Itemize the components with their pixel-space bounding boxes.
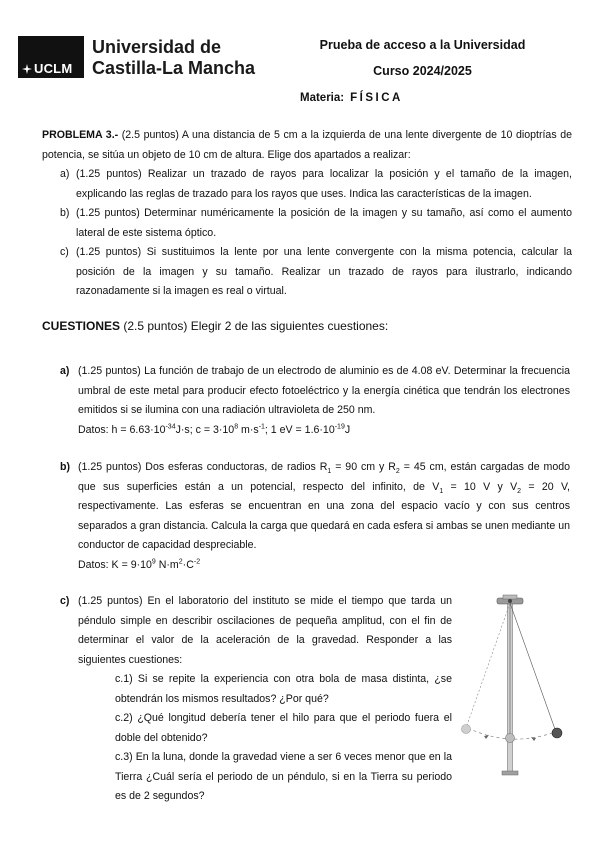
question-label: c): [60, 595, 70, 607]
datos-text: ; 1 eV = 1.6·10: [264, 423, 335, 436]
pendulum-illustration: [458, 592, 568, 778]
item-label: a): [60, 168, 70, 180]
datos-exp: -34: [165, 422, 176, 430]
question-b-datos: [78, 556, 570, 576]
q-sub: 1: [439, 487, 444, 495]
datos-text: J: [344, 423, 351, 436]
question-b-text: [78, 458, 570, 556]
problem-3-intro-text: (2.5 puntos) A una distancia de 5 cm a la izquierda de una lente divergente de 10 dioptrías de potencia, se sitúa un objeto de 10 cm de altura. Elige dos apartados a realizar:: [42, 129, 572, 161]
item-text: (1.25 puntos) Realizar un trazado de rayos para localizar la posición y el tamaño de la imagen, explicando las reglas de trazado para los rayos que uses. Indica las características de la imagen.: [76, 168, 572, 200]
subject-value: FÍSICA: [350, 92, 403, 104]
cuestiones-heading: [42, 319, 388, 333]
uclm-logo-symbol: [22, 64, 32, 74]
datos-exp: 2: [178, 557, 183, 565]
problem-3: [42, 126, 572, 302]
datos-exp: 8: [234, 422, 239, 430]
exam-title: Prueba de acceso a la Universidad: [319, 38, 526, 52]
arc-arrow-left: [484, 735, 489, 739]
q-sub: 2: [517, 487, 522, 495]
item-text: (1.25 puntos) Determinar numéricamente la posición de la imagen y su tamaño, así como el aumento lateral de este sistema óptico.: [76, 207, 572, 239]
question-label: a): [60, 365, 70, 377]
q-sub: 1: [327, 468, 332, 476]
exam-course: Curso 2024/2025: [373, 64, 472, 78]
datos-text: J·s; c = 3·10: [175, 423, 235, 436]
university-line-2: Castilla-La Mancha: [92, 58, 256, 78]
question-c3: c.3) En la luna, donde la gravedad viene a ser 6 veces menor que en la Tierra ¿Cuál sería el periodo de un péndulo, si en la Tierra su periodo es de 2 segundos?: [115, 751, 452, 802]
subject-label: Materia:: [300, 92, 345, 104]
datos-exp: 9: [151, 557, 156, 565]
question-a-datos: [78, 421, 570, 441]
q-text: = 20 V, respectivamente. Las esferas se encuentran en una zona del espacio vacío y con sus centros separados a gran distancia. Calcula la carga que quedará en cada esfera si ambas se unen mediante un conductor de capacidad despreciable.: [78, 480, 570, 551]
datos-exp: -1: [258, 422, 265, 430]
question-c1: c.1) Si se repite la experiencia con otra bola de masa distinta, ¿se obtendrán los mismos resultados? ¿Por qué?: [115, 673, 452, 705]
problem-3-item-b: [42, 204, 572, 243]
pendulum-bob-right: [552, 728, 562, 738]
question-c-text: (1.25 puntos) En el laboratorio del instituto se mide el tiempo que tarda un péndulo simple en describir oscilaciones de pequeña amplitud, con el fin de determinar el valor de la aceleración de la gravedad. Responder a las siguientes cuestiones:: [78, 595, 452, 666]
problem-3-item-c: [42, 243, 572, 302]
datos-text: ·C: [182, 558, 194, 571]
item-label: b): [60, 207, 70, 219]
question-c: [60, 592, 452, 807]
cuestiones-title: CUESTIONES: [42, 319, 121, 333]
question-a-text: (1.25 puntos) La función de trabajo de un electrodo de aluminio es de 4.08 eV. Determinar la frecuencia umbral de este metal para producir efecto fotoeléctrico y la energía cinética que tendrán los electrones emitidos si se ilumina con una radiación ultravioleta de 250 nm.: [78, 365, 570, 416]
q-text: = 45 cm, están cargadas de modo que sus superficies están a un potencial, respecto del infinito, de V: [78, 461, 571, 493]
datos-exp: -2: [193, 557, 201, 565]
datos-text: m·s: [238, 423, 259, 436]
logo-text: UCLM: [34, 61, 73, 76]
datos-text: Datos: K = 9·10: [78, 558, 152, 571]
question-a: [60, 362, 570, 440]
datos-exp: -19: [334, 422, 345, 430]
problem-3-intro: [42, 126, 572, 165]
q-sub: 2: [395, 468, 400, 476]
question-c2: c.2) ¿Qué longitud debería tener el hilo para que el periodo fuera el doble del obtenido?: [115, 712, 452, 744]
question-label: b): [60, 461, 70, 473]
q-text: = 90 cm y R: [331, 461, 396, 473]
item-label: c): [60, 246, 69, 258]
item-text: (1.25 puntos) Si sustituimos la lente por una lente convergente con la misma potencia, calcular la posición de la imagen y su tamaño. Realizar un trazado de rayos para ilustrarlo, indicando razonadamente si la imagen es real o virtual.: [76, 246, 572, 297]
datos-text: Datos: h = 6.63·10: [78, 423, 166, 436]
university-line-1: Universidad de: [92, 37, 222, 57]
cuestiones-text: (2.5 puntos) Elegir 2 de las siguientes cuestiones:: [123, 319, 389, 333]
question-b: [60, 458, 570, 575]
problem-3-item-a: [42, 165, 572, 204]
university-name: [92, 37, 255, 79]
subject-line: [300, 92, 403, 104]
datos-text: N·m: [155, 558, 179, 571]
problem-3-title: PROBLEMA 3.-: [42, 129, 119, 141]
q-text: = 10 V y V: [443, 480, 518, 493]
pendulum-bob-center: [506, 734, 515, 743]
q-text: (1.25 puntos) Dos esferas conductoras, de radios R: [78, 461, 328, 473]
pendulum-bob-left: [462, 725, 471, 734]
